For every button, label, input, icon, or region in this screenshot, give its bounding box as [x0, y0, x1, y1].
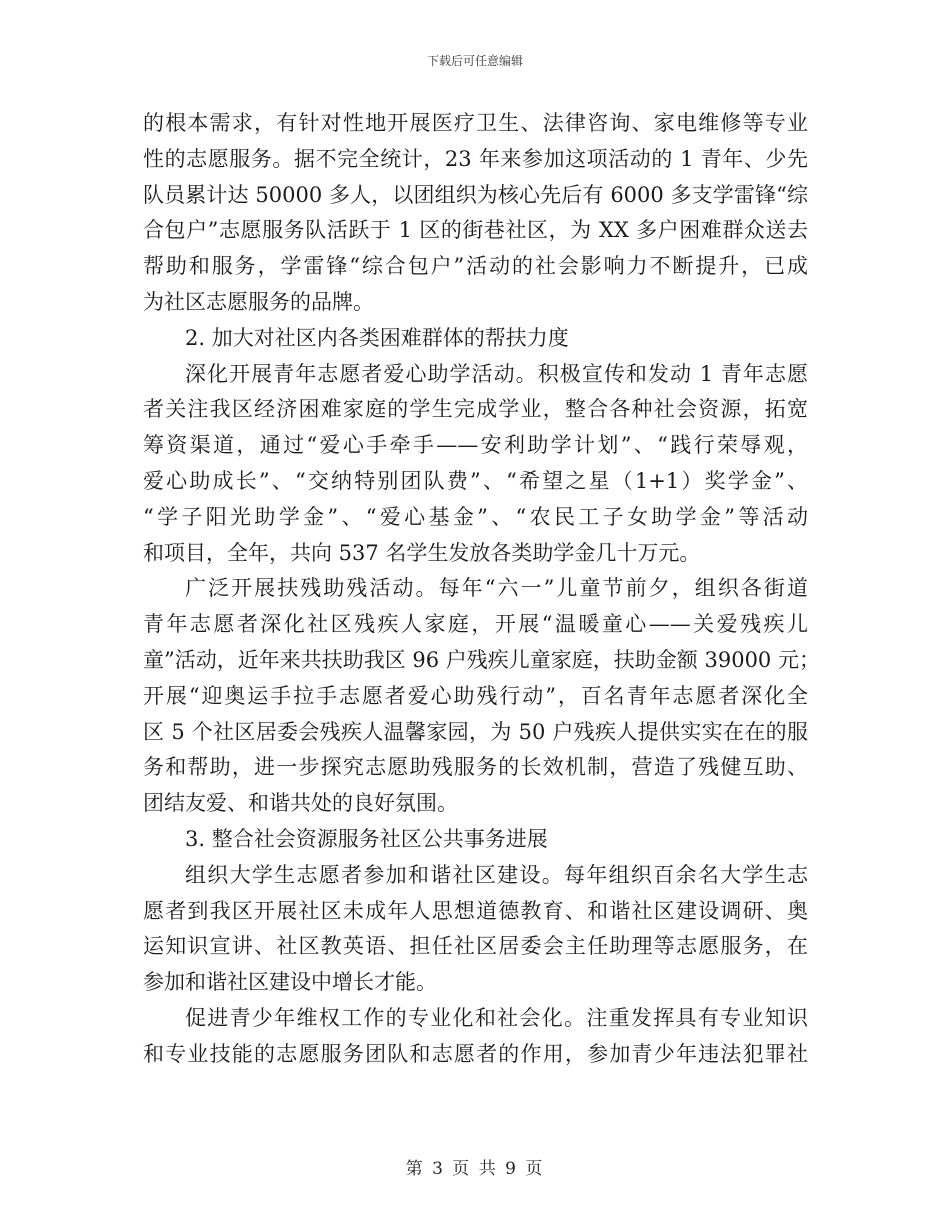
body-line: 区 5 个社区居委会残疾人温馨家园，为 50 户残疾人提供实实在在的服 [143, 719, 808, 744]
section-heading: 2. 加大对社区内各类困难群体的帮扶力度 [185, 325, 569, 350]
body-line: 组织大学生志愿者参加和谐社区建设。每年组织百余名大学生志 [185, 862, 808, 887]
body-line: 参加和谐社区建设中增长才能。 [143, 970, 437, 995]
body-line: 愿者到我区开展社区未成年人思想道德教育、和谐社区建设调研、奥 [143, 898, 808, 923]
document-body [143, 106, 820, 1073]
body-line: “学子阳光助学金”、“爱心基金”、“农民工子女助学金”等活动 [143, 504, 808, 529]
body-line: 爱心助成长”、“交纳特别团队费”、“希望之星（1+1）奖学金”、 [143, 468, 808, 493]
body-line: 筹资渠道，通过“爱心手牵手——安利助学计划”、“践行荣辱观， [143, 433, 808, 458]
body-line: 开展“迎奥运手拉手志愿者爱心助残行动”，百名青年志愿者深化全 [143, 683, 808, 708]
body-line: 青年志愿者深化社区残疾人家庭，开展“温暖童心——关爱残疾儿 [143, 612, 808, 637]
body-line: 性的志愿服务。据不完全统计，23 年来参加这项活动的 1 青年、少先 [143, 146, 808, 171]
page-header: 下载后可任意编辑 [426, 54, 523, 68]
body-line: 和项目，全年，共向 537 名学生发放各类助学金几十万元。 [143, 540, 701, 565]
body-line: 队员累计达 50000 多人，以团组织为核心先后有 6000 多支学雷锋“综 [143, 182, 808, 207]
page-footer: 第 3 页 共 9 页 [405, 1159, 545, 1179]
body-line: 者关注我区经济困难家庭的学生完成学业，整合各种社会资源，拓宽 [143, 397, 808, 422]
body-line: 合包户”志愿服务队活跃于 1 区的街巷社区，为 XX 多户困难群众送去 [143, 218, 808, 243]
body-line: 童”活动，近年来共扶助我区 96 户残疾儿童家庭，扶助金额 39000 元； [143, 647, 820, 672]
body-line: 务和帮助，进一步探究志愿助残服务的长效机制，营造了残健互助、 [143, 755, 808, 780]
body-line: 深化开展青年志愿者爱心助学活动。积极宣传和发动 1 青年志愿 [185, 361, 808, 386]
section-heading: 3. 整合社会资源服务社区公共事务进展 [185, 826, 548, 851]
body-line: 帮助和服务，学雷锋“综合包户”活动的社会影响力不断提升，已成 [143, 254, 808, 279]
body-line: 为社区志愿服务的品牌。 [143, 289, 374, 314]
body-line: 和专业技能的志愿服务团队和志愿者的作用，参加青少年违法犯罪社 [143, 1041, 808, 1066]
body-line: 的根本需求，有针对性地开展医疗卫生、法律咨询、家电维修等专业 [143, 111, 808, 135]
body-line: 广泛开展扶残助残活动。每年“六一”儿童节前夕，组织各街道 [185, 576, 808, 601]
body-line: 团结友爱、和谐共处的良好氛围。 [143, 791, 458, 816]
body-line: 促进青少年维权工作的专业化和社会化。注重发挥具有专业知识 [185, 1005, 808, 1030]
body-line: 运知识宣讲、社区教英语、担任社区居委会主任助理等志愿服务，在 [143, 934, 808, 959]
